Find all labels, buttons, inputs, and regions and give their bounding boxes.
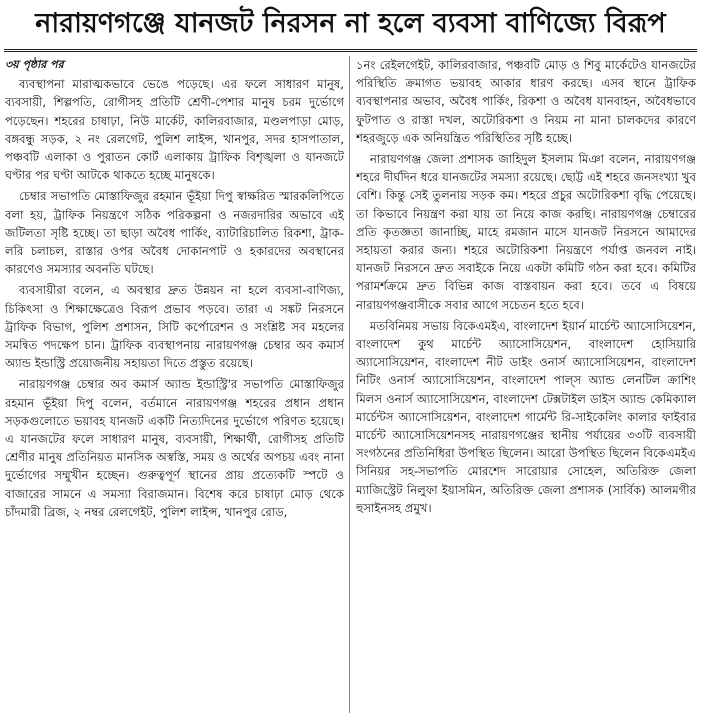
headline-rule-secondary <box>4 51 697 52</box>
paragraph: নারায়ণগঞ্জ চেম্বার অব কমার্স অ্যান্ড ইন্ডাস্ট্রি'র সভাপতি মোস্তাফিজুর রহমান ভূঁইয়া দিপু বলেন, বর্তমানে নারায়ণগঞ্জ শহরের প্রধান প্রধান সড়কগুলোতে ভয়াবহ যানজট একটি নিত্যদিনের দুর্ভোগে পরিণত হয়েছে। এ যানজটের ফলে সাধারণ মানুষ, ব্যবসায়ী, শিক্ষার্থী, রোগীসহ প্রতিটি শ্রেণীর মানুষ প্রতিনিয়ত মানসিক অস্বস্তি, সময় ও অর্থের অপচয় এবং নানা দুর্ভোগের সম্মুখীন হচ্ছেন। গুরুত্বপূর্ণ স্থানের প্রায় প্রত্যেকটি স্পটে ও বাজারের সামনে এ সমস্যা বিরাজমান। বিশেষ করে চাষাঢ়া মোড় থেকে চাঁদমারী ব্রিজ, ২ নম্বর রেলগেইট, পুলিশ লাইন্স, খানপুর রোড, <box>5 377 344 519</box>
headline: নারায়ণগঞ্জে যানজট নিরসন না হলে ব্যবসা বাণিজ্যে বিরূপ <box>35 8 666 39</box>
continued-from-label: ৩য় পৃষ্ঠার পর <box>5 58 64 71</box>
paragraph: মতবিনিময় সভায় বিকেএমইএ, বাংলাদেশ ইয়ার্ন মার্চেন্ট অ্যাসোসিয়েশন, বাংলাদেশ কুথ মার্চেন্ট অ্যাসোসিয়েশন, বাংলাদেশ হোসিয়ারি অ্যাসোসিয়েশন, বাংলাদেশ নীট ডাইং ওনার্স অ্যাসোসিয়েশন, বাংলাদেশ নিটিং ওনার্স অ্যাসোসিয়েশন, বাংলাদেশ পাল্স অ্যান্ড লেনটিল ক্রাশিং মিলস ওনার্স অ্যাসোসিয়েশন, বাংলাদেশ টেক্সটাইল ডাইস অ্যান্ড কেমিক্যাল মার্চেন্টস অ্যাসোসিয়েশন, বাংলাদেশ গার্মেন্ট রি-সাইকেলিং কালার ফাইবার মার্চেন্ট অ্যাসোসিয়েশনসহ নারায়ণগঞ্জের স্থানীয় পর্যায়ের ৩৩টি ব্যবসায়ী সংগঠনের প্রতিনিধিরা উপস্থিত ছিলেন। আরো উপস্থিত ছিলেন বিকেএমইএ সিনিয়র সহ-সভাপতি মোরশেদ সারোয়ার সোহেল, অতিরিক্ত জেলা ম্যাজিস্ট্রেট নিলুফা ইয়াসমিন, অতিরিক্ত জেলা প্রশাসক (সার্বিক) আলমগীর হুসাইনসহ প্রমুখ। <box>356 318 696 515</box>
paragraph: ব্যবস্থাপনা মারাত্মকভাবে ভেঙে পড়েছে। এর ফলে সাধারণ মানুষ, ব্যবসায়ী, শিল্পপতি, রোগীসহ প্রতিটি শ্রেণী-পেশার মানুষ চরম দুর্ভোগে পড়েছেন। শহরের চাষাঢ়া, নিউ মার্কেট, কালিরবাজার, মণ্ডলপাড়া মোড়, বঙ্গবন্ধু সড়ক, ২ নং রেলগেট, পুলিশ লাইন্স, খানপুর, সদর হাসপাতাল, পঞ্চবটি এলাকা ও পুরাতন কোর্ট এলাকায় ট্রাফিক বিশৃঙ্খলা ও যানজটে ঘণ্টার পর ঘণ্টা আটকে থাকতে হচ্ছে মানুষকে। <box>5 77 344 183</box>
paragraph: ব্যবসায়ীরা বলেন, এ অবস্থার দ্রুত উন্নয়ন না হলে ব্যবসা-বাণিজ্য, চিকিৎসা ও শিক্ষাক্ষেত্রেও বিরূপ প্রভাব পড়বে। তারা এ সঙ্কট নিরসনে ট্রাফিক বিভাগ, পুলিশ প্রশাসন, সিটি কর্পোরেশন ও সংশ্লিষ্ট সব মহলের সমন্বিত পদক্ষেপ চান। ট্রাফিক ব্যবস্থাপনায় নারায়ণগঞ্জ চেম্বার অব কমার্স অ্যান্ড ইন্ডাস্ট্রি প্রয়োজনীয় সহায়তা দিতে প্রস্তুত রয়েছে। <box>5 283 344 371</box>
column-divider <box>349 56 350 713</box>
paragraph: চেম্বার সভাপতি মোস্তাফিজুর রহমান ভূঁইয়া দিপু স্বাক্ষরিত স্মারকলিপিতে বলা হয়, ট্রাফিক নিয়ন্ত্রণে সঠিক পরিকল্পনা ও নজরদারির অভাবে এই জটিলতা সৃষ্টি হচ্ছে। তা ছাড়া অবৈধ পার্কিং, ব্যাটারিচালিত রিকশা, ট্রাক-লরি চলাচল, রাস্তার ওপর অবৈধ দোকানপাট ও হকারদের অবস্থানের কারণেও সমস্যার অবনতি ঘটছে। <box>5 189 344 277</box>
paragraph: নারায়ণগঞ্জ জেলা প্রশাসক জাহিদুল ইসলাম মিঞা বলেন, নারায়ণগঞ্জ শহরে দীর্ঘদিন ধরে যানজটের সমস্যা রয়েছে। ছোট্ট এই শহরে জনসংখ্যা খুব বেশি। কিন্তু সেই তুলনায় সড়ক কম। শহরে প্রচুর অটোরিকশা বৃদ্ধি পেয়েছে। তা কিভাবে নিয়ন্ত্রণ করা যায় তা নিয়ে কাজ করছি। নারায়ণগঞ্জ চেম্বারের প্রতি কৃতজ্ঞতা জানাচ্ছি, মাহে রমজান মাসে যানজট নিরসনে আমাদের সহায়তা করার জন্য। শহরে অটোরিকশা নিয়ন্ত্রণে পর্যাপ্ত জনবল নাই। যানজট নিরসনে দ্রুত সবাইকে নিয়ে একটা কমিটি গঠন করা হবে। কমিটির পরামর্শক্রমে দ্রুত বিভিন্ন কাজ বাস্তবায়ন করা হবে। তবে এ বিষয়ে নারায়ণগঞ্জবাসীকে সবার আগে সচেতন হতে হবে। <box>356 152 696 312</box>
article-column-right <box>356 56 696 715</box>
headline-rule <box>4 49 697 50</box>
article-column-left <box>5 56 344 715</box>
paragraph: ১নং রেইলগেইট, কালিরবাজার, পঞ্চবটি মোড় ও শিবু মার্কেটেও যানজটের পরিস্থিতি ক্রমাগত ভয়াবহ আকার ধারণ করছে। এসব স্থানে ট্রাফিক ব্যবস্থাপনার অভাব, অবৈধ পার্কিং, রিকশা ও অবৈধ যানবাহন, অবৈধভাবে ফুটপাত ও রাস্তা দখল, অটোরিকশা ও নিয়ম না মানা চালকদের কারণে শহরজুড়ে এক অনিয়ন্ত্রিত পরিস্থিতির সৃষ্টি হচ্ছে। <box>356 58 696 145</box>
